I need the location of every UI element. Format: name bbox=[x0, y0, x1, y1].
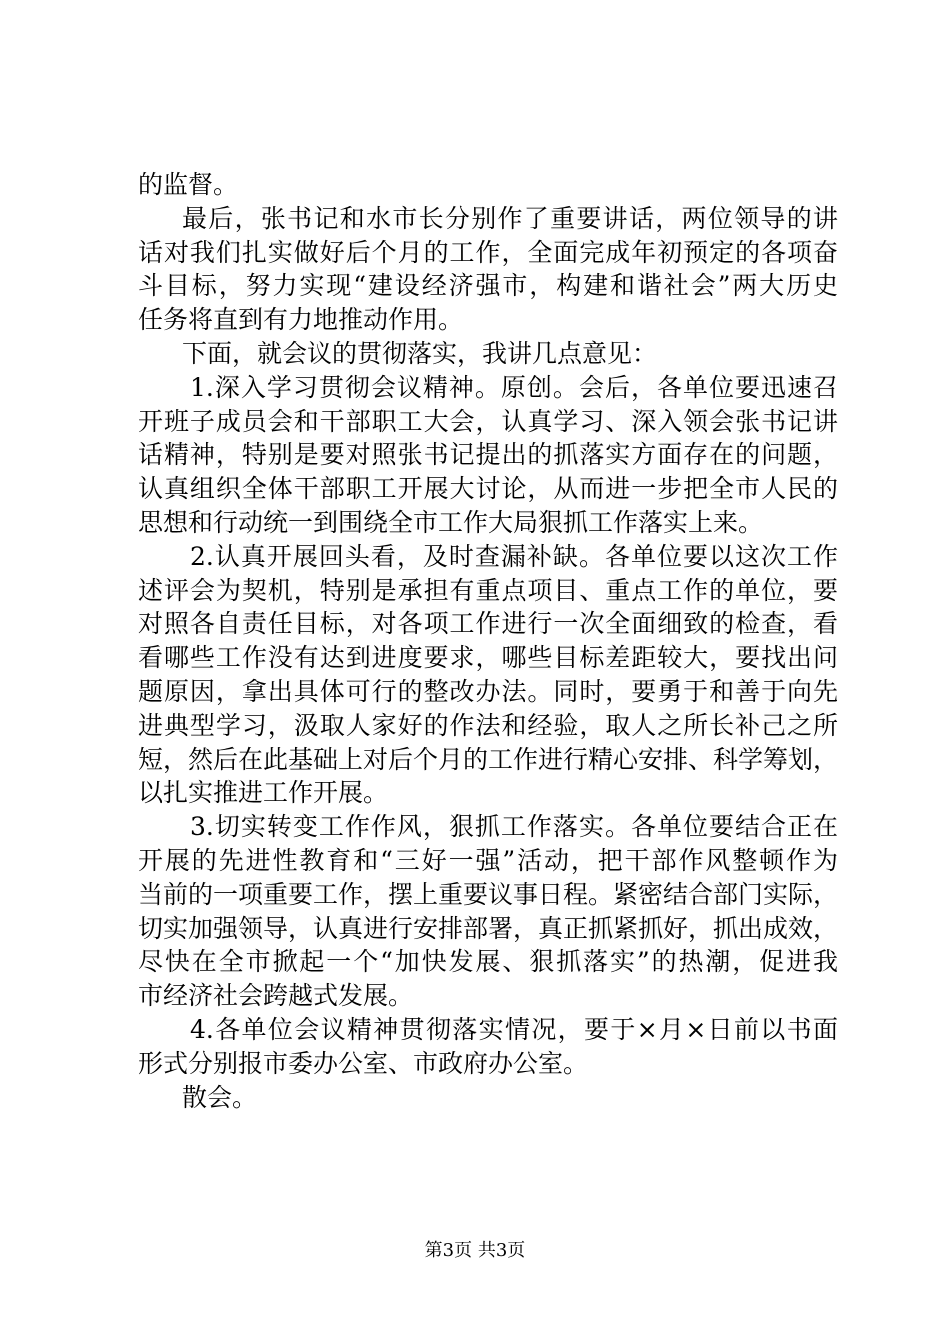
text-line: 以扎实推进工作开展。 bbox=[138, 778, 389, 808]
text-line: 任务将直到有力地推动作用。 bbox=[138, 305, 464, 335]
text-line: 话精神，特别是要对照张书记提出的抓落实方面存在的问题， bbox=[138, 440, 838, 470]
text-line: 看哪些工作没有达到进度要求，哪些目标差距较大，要找出问 bbox=[138, 643, 838, 673]
text-line: 对照各自责任目标，对各项工作进行一次全面细致的检查，看 bbox=[138, 609, 838, 639]
text-line: 下面，就会议的贯彻落实，我讲几点意见： bbox=[182, 338, 658, 368]
text-line: 斗目标，努力实现“建设经济强市，构建和谐社会”两大历史 bbox=[138, 271, 838, 301]
text-line: 3.切实转变工作作风，狠抓工作落实。各单位要结合正在 bbox=[190, 812, 838, 842]
text-line: 2.认真开展回头看，及时查漏补缺。各单位要以这次工作 bbox=[190, 541, 838, 571]
text-line: 当前的一项重要工作，摆上重要议事日程。紧密结合部门实际， bbox=[138, 879, 839, 909]
text-line: 进典型学习，汲取人家好的作法和经验，取人之所长补己之所 bbox=[138, 710, 838, 740]
text-line: 短，然后在此基础上对后个月的工作进行精心安排、科学筹划， bbox=[138, 744, 839, 774]
text-line: 最后，张书记和水市长分别作了重要讲话，两位领导的讲 bbox=[182, 203, 838, 233]
text-line: 思想和行动统一到围绕全市工作大局狠抓工作落实上来。 bbox=[138, 507, 764, 537]
text-line: 形式分别报市委办公室、市政府办公室。 bbox=[138, 1048, 589, 1078]
text-line: 尽快在全市掀起一个“加快发展、狠抓落实”的热潮，促进我 bbox=[138, 947, 838, 977]
text-line: 开展的先进性教育和“三好一强”活动，把干部作风整顿作为 bbox=[138, 845, 838, 875]
text-line: 认真组织全体干部职工开展大讨论，从而进一步把全市人民的 bbox=[138, 474, 838, 504]
text-line: 题原因，拿出具体可行的整改办法。同时，要勇于和善于向先 bbox=[138, 676, 838, 706]
text-line: 切实加强领导，认真进行安排部署，真正抓紧抓好，抓出成效， bbox=[138, 913, 839, 943]
text-line: 1.深入学习贯彻会议精神。原创。会后，各单位要迅速召 bbox=[190, 372, 838, 402]
text-line: 述评会为契机，特别是承担有重点项目、重点工作的单位，要 bbox=[138, 575, 838, 605]
text-line: 市经济社会跨越式发展。 bbox=[138, 981, 414, 1011]
text-line: 开班子成员会和干部职工大会，认真学习、深入领会张书记讲 bbox=[138, 406, 838, 436]
text-line: 4.各单位会议精神贯彻落实情况，要于×月×日前以书面 bbox=[190, 1014, 838, 1044]
text-line: 散会。 bbox=[182, 1082, 258, 1112]
document-body bbox=[138, 168, 838, 1114]
text-line: 话对我们扎实做好后个月的工作，全面完成年初预定的各项奋 bbox=[138, 237, 838, 267]
page-number-footer: 第3页 共3页 bbox=[424, 1240, 526, 1261]
text-line: 的监督。 bbox=[138, 170, 239, 199]
